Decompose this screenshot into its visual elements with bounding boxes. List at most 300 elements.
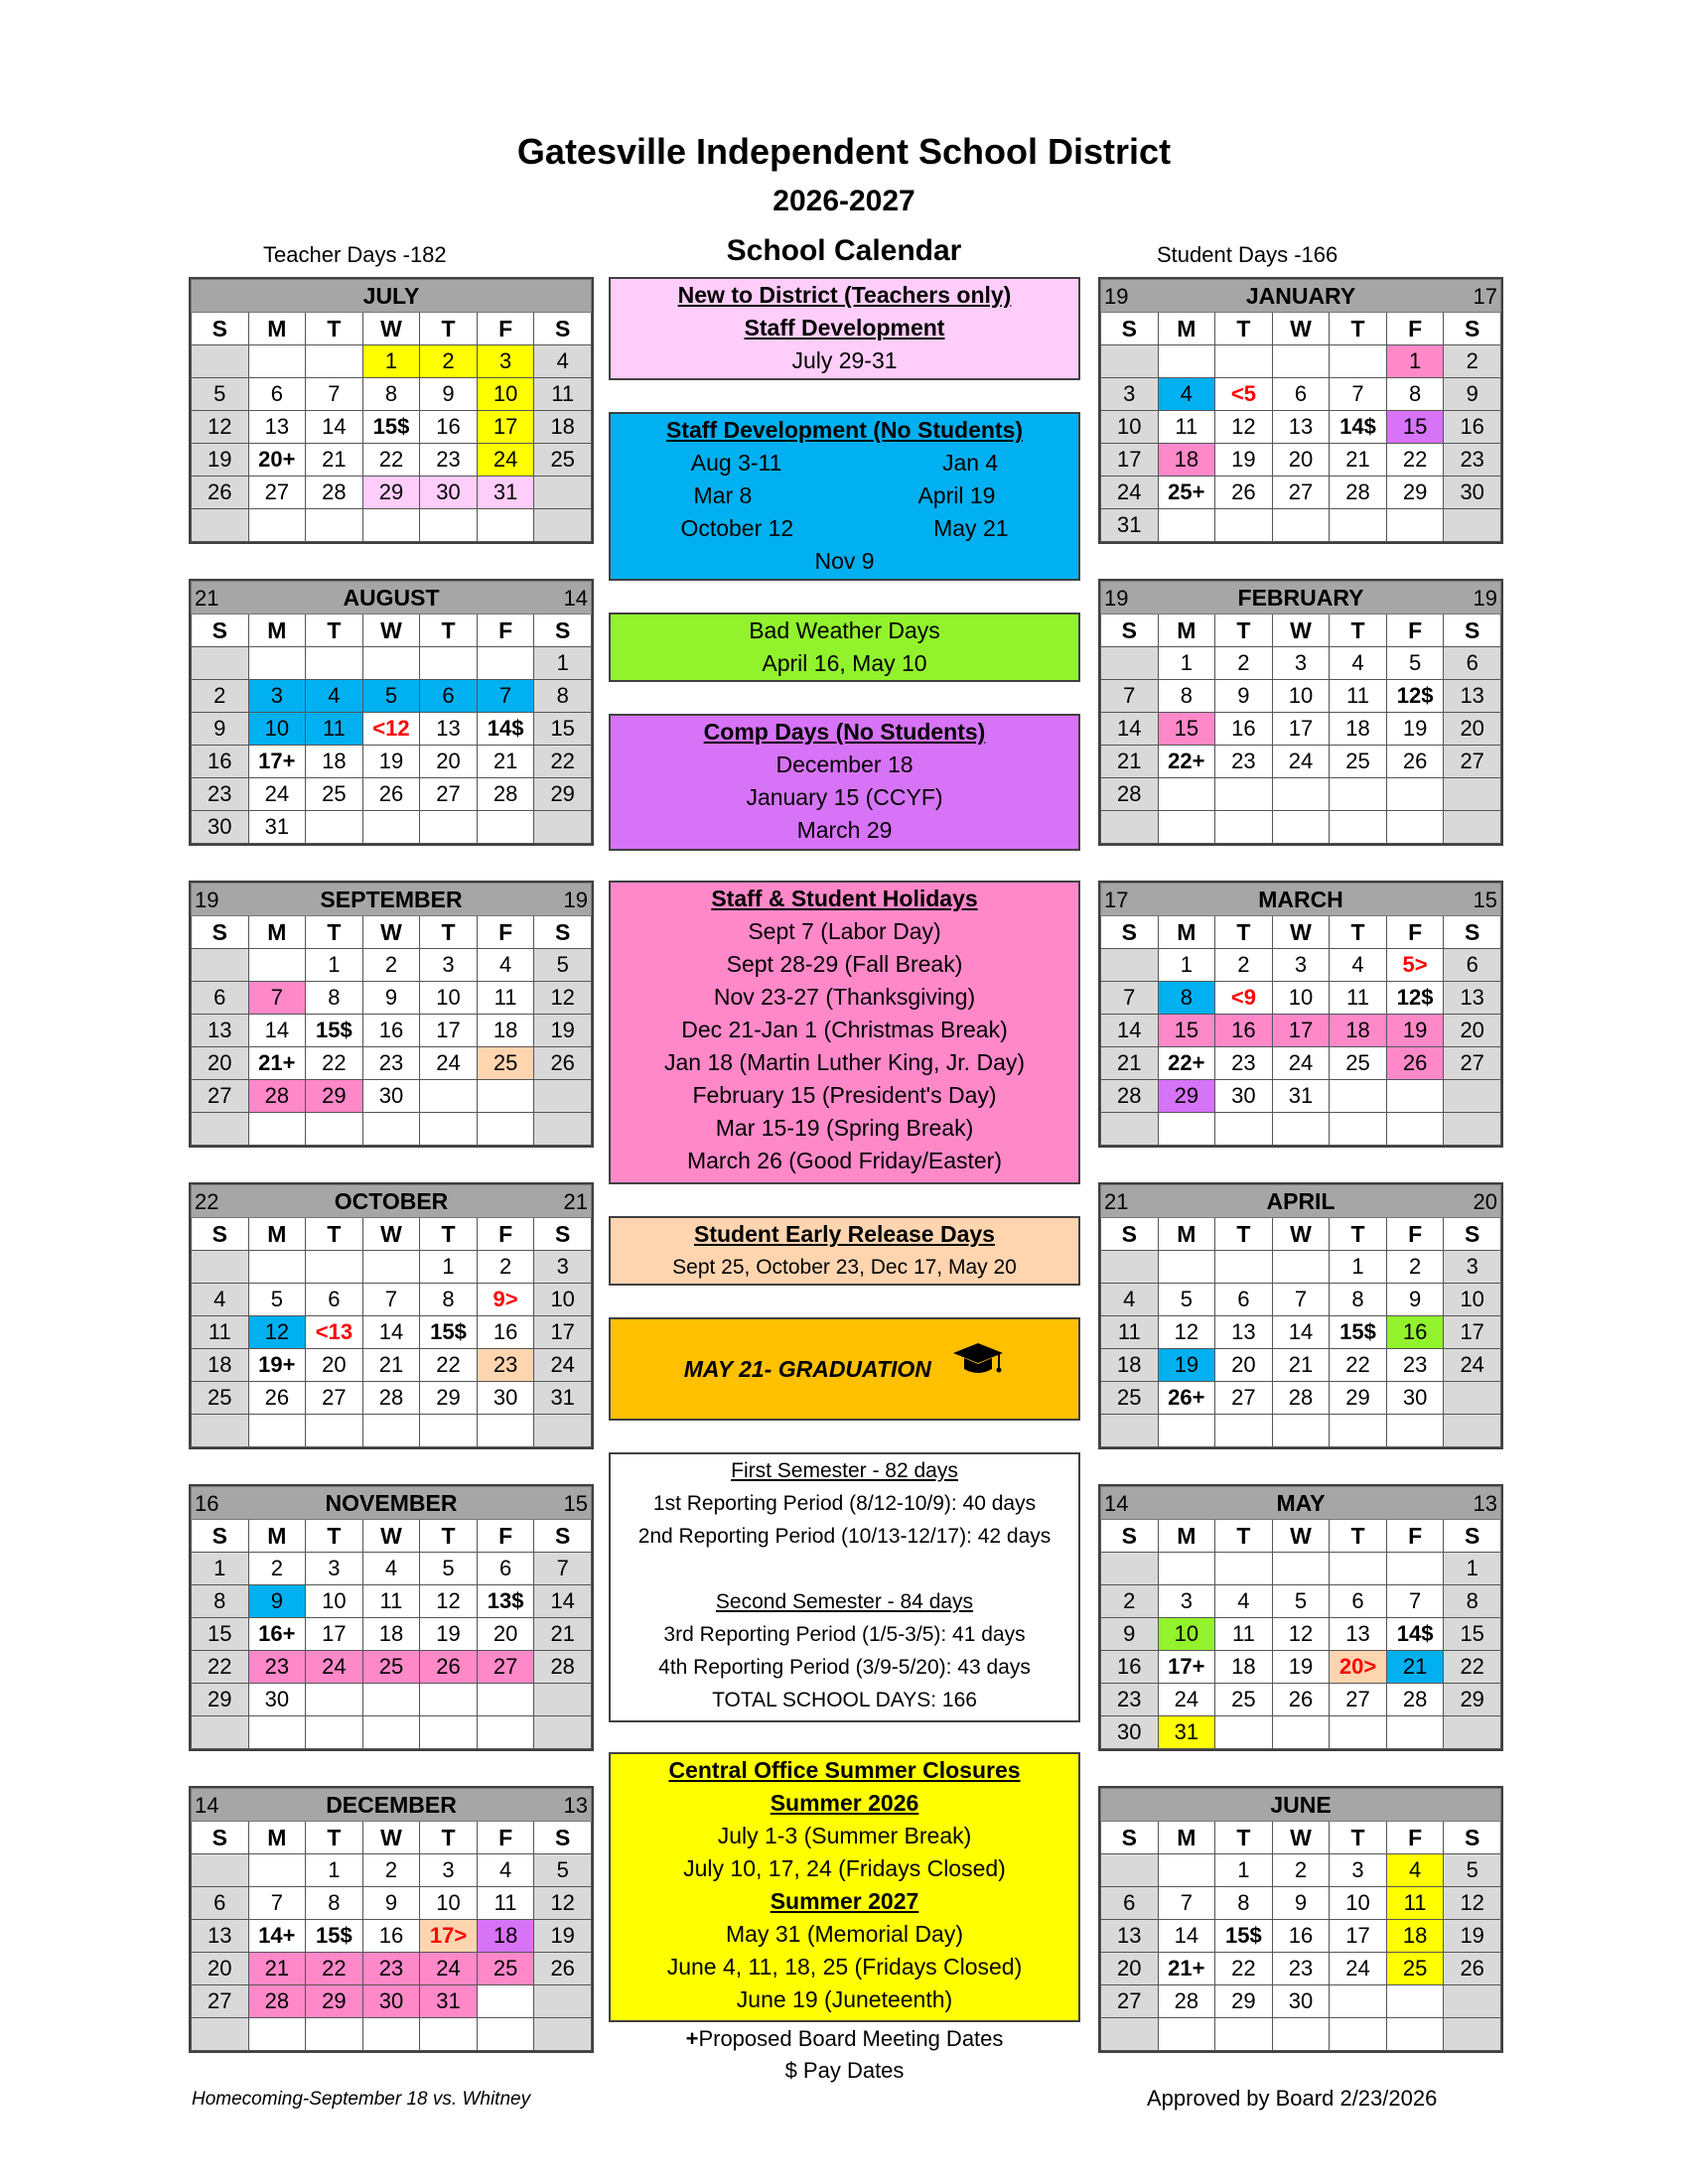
- day-cell: 27: [1444, 746, 1501, 778]
- day-cell: 14$: [477, 713, 534, 746]
- week-row: [192, 1251, 592, 1284]
- day-cell: 3: [1101, 378, 1159, 411]
- day-cell: [362, 1415, 420, 1447]
- student-day-count: 20: [1473, 1189, 1497, 1214]
- month-header: [192, 1789, 592, 1822]
- legend-board: [609, 2026, 1080, 2052]
- weekday-label: F: [477, 1218, 534, 1251]
- day-cell: [192, 1415, 249, 1447]
- weekday-label: W: [362, 1520, 420, 1553]
- weekday-label: S: [1101, 313, 1159, 345]
- day-cell: [477, 811, 534, 844]
- day-cell: 20: [1444, 713, 1501, 746]
- day-cell: 10: [1101, 411, 1159, 444]
- student-day-count: 17: [1473, 284, 1497, 309]
- weekday-label: T: [1215, 1520, 1273, 1553]
- day-cell: 12: [534, 1887, 592, 1920]
- student-day-count: 19: [1473, 586, 1497, 611]
- day-cell: 22: [1444, 1651, 1501, 1684]
- day-cell: 10: [1444, 1284, 1501, 1316]
- day-cell: 31: [420, 1985, 478, 2018]
- day-cell: 31: [1158, 1716, 1215, 1749]
- day-cell: 11: [192, 1316, 249, 1349]
- week-row: [192, 2018, 592, 2051]
- early-release-box: [609, 1216, 1080, 1286]
- day-cell: 27: [1215, 1382, 1273, 1415]
- homecoming-note: Homecoming-September 18 vs. Whitney: [192, 2089, 531, 2110]
- day-cell: 6: [1444, 949, 1501, 982]
- weekday-label: M: [248, 313, 306, 345]
- day-cell: [477, 1080, 534, 1113]
- day-cell: 15$: [306, 1015, 363, 1047]
- weekday-label: F: [1386, 1218, 1444, 1251]
- day-cell: 21: [362, 1349, 420, 1382]
- day-cell: 11: [1101, 1316, 1159, 1349]
- day-cell: [248, 1251, 306, 1284]
- day-cell: [1272, 345, 1330, 378]
- day-cell: 14: [1101, 1015, 1159, 1047]
- day-cell: 25: [362, 1651, 420, 1684]
- weekday-label: T: [420, 1218, 478, 1251]
- day-cell: 25: [1386, 1953, 1444, 1985]
- day-cell: 22: [192, 1651, 249, 1684]
- week-row: [1101, 2018, 1501, 2051]
- day-cell: 26: [1386, 1047, 1444, 1080]
- day-cell: 27: [248, 477, 306, 509]
- weekday-label: T: [1330, 614, 1387, 647]
- day-cell: 24: [1101, 477, 1159, 509]
- day-cell: 6: [192, 1887, 249, 1920]
- day-cell: 10: [477, 378, 534, 411]
- day-cell: [534, 477, 592, 509]
- day-cell: 3: [534, 1251, 592, 1284]
- day-cell: 30: [1101, 1716, 1159, 1749]
- teacher-day-count: 14: [1104, 1491, 1129, 1516]
- day-cell: 1: [1330, 1251, 1387, 1284]
- weekday-label: S: [534, 1218, 592, 1251]
- day-cell: 3: [1272, 647, 1330, 680]
- weekday-label: T: [1215, 614, 1273, 647]
- student-day-count: 15: [563, 1491, 588, 1516]
- day-cell: 22: [306, 1953, 363, 1985]
- day-cell: 14: [362, 1316, 420, 1349]
- day-cell: 26: [1215, 477, 1273, 509]
- day-cell: [534, 1716, 592, 1749]
- graduation-text: MAY 21- GRADUATION: [683, 1356, 931, 1382]
- summer-item: July 1-3 (Summer Break): [717, 1823, 972, 1848]
- day-cell: [1444, 1415, 1501, 1447]
- day-cell: [534, 1684, 592, 1716]
- teacher-day-count: 17: [1104, 887, 1129, 912]
- summer-closures-title: Central Office Summer Closures: [668, 1757, 1021, 1783]
- day-cell: 27: [1101, 1985, 1159, 2018]
- month-header: [192, 1487, 592, 1520]
- day-cell: 1: [1158, 949, 1215, 982]
- weekday-label: W: [362, 1218, 420, 1251]
- day-cell: 21: [1272, 1349, 1330, 1382]
- week-row: [1101, 1985, 1501, 2018]
- day-cell: 10: [306, 1585, 363, 1618]
- day-cell: 25: [1101, 1382, 1159, 1415]
- early-release-dates: Sept 25, October 23, Dec 17, May 20: [672, 1256, 1017, 1279]
- day-cell: 18: [534, 411, 592, 444]
- day-cell: [1158, 1113, 1215, 1146]
- week-row: [1101, 1415, 1501, 1447]
- holiday-item: March 26 (Good Friday/Easter): [686, 1148, 1002, 1173]
- day-cell: 26: [534, 1047, 592, 1080]
- day-cell: [1158, 1251, 1215, 1284]
- day-cell: 15$: [362, 411, 420, 444]
- day-cell: 9: [1101, 1618, 1159, 1651]
- weekday-label: S: [1444, 1218, 1501, 1251]
- day-cell: 30: [1386, 1382, 1444, 1415]
- day-cell: 16+: [248, 1618, 306, 1651]
- day-cell: [1444, 2018, 1501, 2051]
- day-cell: 12: [1272, 1618, 1330, 1651]
- weekday-label: T: [306, 313, 363, 345]
- month-name: AUGUST: [343, 584, 440, 611]
- day-cell: 19: [1272, 1651, 1330, 1684]
- day-cell: 19: [1386, 1015, 1444, 1047]
- weekday-label: W: [362, 1822, 420, 1854]
- day-cell: 3: [1272, 949, 1330, 982]
- month-name: JANUARY: [1245, 282, 1356, 309]
- month-header: [1101, 280, 1501, 313]
- week-row: [192, 1349, 592, 1382]
- weekday-label: M: [1158, 1520, 1215, 1553]
- day-cell: 15: [534, 713, 592, 746]
- weekday-label: S: [1101, 1218, 1159, 1251]
- day-cell: 12: [534, 982, 592, 1015]
- day-cell: 18: [1215, 1651, 1273, 1684]
- day-cell: [1158, 1415, 1215, 1447]
- day-cell: [534, 1985, 592, 2018]
- day-cell: [248, 2018, 306, 2051]
- day-cell: [1101, 1251, 1159, 1284]
- day-cell: 21: [534, 1618, 592, 1651]
- week-row: [1101, 811, 1501, 844]
- day-cell: [192, 647, 249, 680]
- day-cell: 13: [1215, 1316, 1273, 1349]
- day-cell: 3: [420, 949, 478, 982]
- weekday-label: W: [1272, 614, 1330, 647]
- second-semester: Second Semester - 84 days: [715, 1590, 974, 1613]
- day-cell: 23: [1101, 1684, 1159, 1716]
- day-cell: 27: [1444, 1047, 1501, 1080]
- day-cell: 3: [1444, 1251, 1501, 1284]
- day-cell: 13: [420, 713, 478, 746]
- student-day-count: 21: [563, 1189, 588, 1214]
- day-cell: 6: [1215, 1284, 1273, 1316]
- holiday-item: Jan 18 (Martin Luther King, Jr. Day): [663, 1049, 1026, 1075]
- week-row: [192, 982, 592, 1015]
- day-cell: 2: [1272, 1854, 1330, 1887]
- day-cell: [1272, 509, 1330, 542]
- weekday-label: S: [1101, 614, 1159, 647]
- day-cell: [1444, 1985, 1501, 2018]
- day-cell: 23: [1444, 444, 1501, 477]
- teacher-day-count: 19: [195, 887, 219, 912]
- day-cell: 7: [477, 680, 534, 713]
- day-cell: [1330, 1553, 1387, 1585]
- month-header: [192, 582, 592, 614]
- day-cell: 29: [534, 778, 592, 811]
- week-row: [1101, 1080, 1501, 1113]
- day-cell: [1330, 2018, 1387, 2051]
- day-cell: <12: [362, 713, 420, 746]
- holiday-item: Sept 7 (Labor Day): [748, 918, 941, 944]
- day-cell: 2: [192, 680, 249, 713]
- reporting-period: 4th Reporting Period (3/9-5/20): 43 days: [658, 1656, 1031, 1679]
- day-cell: 11: [306, 713, 363, 746]
- week-row: [1101, 1284, 1501, 1316]
- day-cell: 28: [1158, 1985, 1215, 2018]
- day-cell: 19: [534, 1015, 592, 1047]
- day-cell: 16: [362, 1920, 420, 1953]
- calendar-subtitle: School Calendar: [726, 234, 962, 267]
- day-cell: [362, 1113, 420, 1146]
- day-cell: 3: [1158, 1585, 1215, 1618]
- day-cell: 14: [1158, 1920, 1215, 1953]
- day-cell: 16: [1444, 411, 1501, 444]
- staff-dev-date: May 21: [933, 515, 1009, 541]
- first-semester: First Semester - 82 days: [731, 1459, 958, 1482]
- week-row: [192, 411, 592, 444]
- day-cell: 27: [1272, 477, 1330, 509]
- approved-note: Approved by Board 2/23/2026: [1147, 2086, 1438, 2111]
- day-cell: 21+: [248, 1047, 306, 1080]
- day-cell: 1: [1215, 1854, 1273, 1887]
- week-row: [192, 1585, 592, 1618]
- day-cell: 5: [1158, 1284, 1215, 1316]
- day-cell: 28: [1101, 778, 1159, 811]
- day-cell: 11: [1386, 1887, 1444, 1920]
- student-day-count: 13: [563, 1793, 588, 1818]
- day-cell: 12: [1158, 1316, 1215, 1349]
- summer-2027-title: Summer 2027: [770, 1888, 919, 1914]
- day-cell: [248, 1716, 306, 1749]
- day-cell: 3: [1330, 1854, 1387, 1887]
- day-cell: 31: [534, 1382, 592, 1415]
- day-cell: 29: [1330, 1382, 1387, 1415]
- day-cell: 28: [248, 1080, 306, 1113]
- week-row: [1101, 680, 1501, 713]
- day-cell: 17: [306, 1618, 363, 1651]
- day-cell: [1272, 2018, 1330, 2051]
- day-cell: 25: [1215, 1684, 1273, 1716]
- week-row: [192, 345, 592, 378]
- day-cell: 14: [1272, 1316, 1330, 1349]
- week-row: [192, 778, 592, 811]
- day-cell: [1386, 778, 1444, 811]
- day-cell: 25+: [1158, 477, 1215, 509]
- day-cell: [192, 1251, 249, 1284]
- day-cell: [1444, 1113, 1501, 1146]
- day-cell: 4: [1386, 1854, 1444, 1887]
- weekday-label: T: [306, 1822, 363, 1854]
- day-cell: 28: [534, 1651, 592, 1684]
- day-cell: [1272, 1716, 1330, 1749]
- day-cell: 23: [362, 1047, 420, 1080]
- day-cell: 1: [1444, 1553, 1501, 1585]
- day-cell: 10: [1272, 982, 1330, 1015]
- week-row: [1101, 1553, 1501, 1585]
- day-cell: [1215, 509, 1273, 542]
- day-cell: 1: [1386, 345, 1444, 378]
- day-cell: [192, 949, 249, 982]
- week-row: [192, 1618, 592, 1651]
- day-cell: 14+: [248, 1920, 306, 1953]
- day-cell: 5: [248, 1284, 306, 1316]
- day-cell: 5: [192, 378, 249, 411]
- week-row: [192, 1716, 592, 1749]
- calendar-june: [1098, 1786, 1503, 2053]
- day-cell: [192, 1113, 249, 1146]
- day-cell: 27: [192, 1080, 249, 1113]
- weekday-label: M: [1158, 1218, 1215, 1251]
- weekday-label: M: [1158, 1822, 1215, 1854]
- teacher-day-count: 16: [195, 1491, 219, 1516]
- day-cell: [192, 1716, 249, 1749]
- day-cell: 11: [362, 1585, 420, 1618]
- day-cell: 18: [306, 746, 363, 778]
- day-cell: 10: [1272, 680, 1330, 713]
- day-cell: 31: [477, 477, 534, 509]
- month-name: MARCH: [1258, 886, 1343, 912]
- day-cell: [306, 647, 363, 680]
- day-cell: 10: [420, 982, 478, 1015]
- day-cell: 6: [1444, 647, 1501, 680]
- day-cell: [306, 345, 363, 378]
- day-cell: 3: [420, 1854, 478, 1887]
- day-cell: 15$: [306, 1920, 363, 1953]
- day-cell: 8: [1330, 1284, 1387, 1316]
- month-name: JULY: [362, 282, 420, 309]
- weekday-label: F: [477, 916, 534, 949]
- month-header: [1101, 582, 1501, 614]
- day-cell: [1444, 778, 1501, 811]
- day-cell: [248, 1415, 306, 1447]
- day-cell: [1158, 345, 1215, 378]
- weekday-label: M: [248, 614, 306, 647]
- week-row: [192, 647, 592, 680]
- day-cell: 27: [420, 778, 478, 811]
- week-row: [192, 1316, 592, 1349]
- day-cell: [248, 647, 306, 680]
- day-cell: [1158, 2018, 1215, 2051]
- day-cell: [420, 1113, 478, 1146]
- day-cell: 18: [1330, 713, 1387, 746]
- weekday-label: S: [192, 916, 249, 949]
- day-cell: 23: [248, 1651, 306, 1684]
- day-cell: 22: [534, 746, 592, 778]
- day-cell: 20: [1215, 1349, 1273, 1382]
- day-cell: 11: [477, 1887, 534, 1920]
- day-cell: 10: [1330, 1887, 1387, 1920]
- day-cell: 31: [1101, 509, 1159, 542]
- day-cell: 19: [192, 444, 249, 477]
- new-teacher-box: [609, 277, 1080, 380]
- day-cell: 20: [1272, 444, 1330, 477]
- month-name: DECEMBER: [326, 1791, 457, 1818]
- week-row: [1101, 1316, 1501, 1349]
- week-row: [1101, 378, 1501, 411]
- day-cell: 24: [1330, 1953, 1387, 1985]
- day-cell: 9>: [477, 1284, 534, 1316]
- day-cell: 15: [192, 1618, 249, 1651]
- day-cell: 13: [1101, 1920, 1159, 1953]
- comp-days-title: Comp Days (No Students): [703, 719, 986, 745]
- day-cell: 21: [477, 746, 534, 778]
- weekday-label: M: [248, 1218, 306, 1251]
- week-row: [192, 811, 592, 844]
- day-cell: 5: [534, 949, 592, 982]
- day-cell: [1101, 345, 1159, 378]
- board-mark: +: [685, 2026, 699, 2051]
- day-cell: 6: [248, 378, 306, 411]
- weekday-label: T: [420, 1520, 478, 1553]
- day-cell: 14: [248, 1015, 306, 1047]
- day-cell: [362, 1716, 420, 1749]
- day-cell: 23: [420, 444, 478, 477]
- new-teacher-title: New to District (Teachers only): [677, 282, 1012, 308]
- day-cell: [477, 1684, 534, 1716]
- day-cell: 28: [1330, 477, 1387, 509]
- week-row: [1101, 1854, 1501, 1887]
- day-cell: [1444, 1716, 1501, 1749]
- day-cell: 13: [1444, 982, 1501, 1015]
- day-cell: 2: [477, 1251, 534, 1284]
- calendar-october: [189, 1182, 594, 1449]
- day-cell: 7: [248, 982, 306, 1015]
- weekday-label: T: [306, 1520, 363, 1553]
- week-row: [1101, 1015, 1501, 1047]
- day-cell: [420, 1716, 478, 1749]
- weekday-label: F: [1386, 313, 1444, 345]
- day-cell: 24: [1272, 1047, 1330, 1080]
- day-cell: [1386, 2018, 1444, 2051]
- day-cell: [1101, 1553, 1159, 1585]
- day-cell: 5>: [1386, 949, 1444, 982]
- day-cell: 9: [1272, 1887, 1330, 1920]
- holidays-title: Staff & Student Holidays: [711, 886, 978, 911]
- day-cell: 17>: [420, 1920, 478, 1953]
- day-cell: 26: [192, 477, 249, 509]
- day-cell: 23: [192, 778, 249, 811]
- day-cell: 13: [192, 1015, 249, 1047]
- day-cell: 21+: [1158, 1953, 1215, 1985]
- day-cell: 16: [1215, 1015, 1273, 1047]
- week-row: [192, 1553, 592, 1585]
- weekday-label: S: [192, 1218, 249, 1251]
- day-cell: 12: [248, 1316, 306, 1349]
- day-cell: [1215, 345, 1273, 378]
- day-cell: [306, 1716, 363, 1749]
- day-cell: 20>: [1330, 1651, 1387, 1684]
- day-cell: 24: [420, 1953, 478, 1985]
- day-cell: 17: [1272, 713, 1330, 746]
- day-cell: 25: [306, 778, 363, 811]
- day-cell: [1215, 1251, 1273, 1284]
- day-cell: [1272, 811, 1330, 844]
- day-cell: 7: [306, 378, 363, 411]
- weekday-label: F: [1386, 614, 1444, 647]
- student-day-count: 15: [1473, 887, 1497, 912]
- day-cell: [1101, 949, 1159, 982]
- day-cell: [1101, 647, 1159, 680]
- day-cell: <9: [1215, 982, 1273, 1015]
- day-cell: 10: [534, 1284, 592, 1316]
